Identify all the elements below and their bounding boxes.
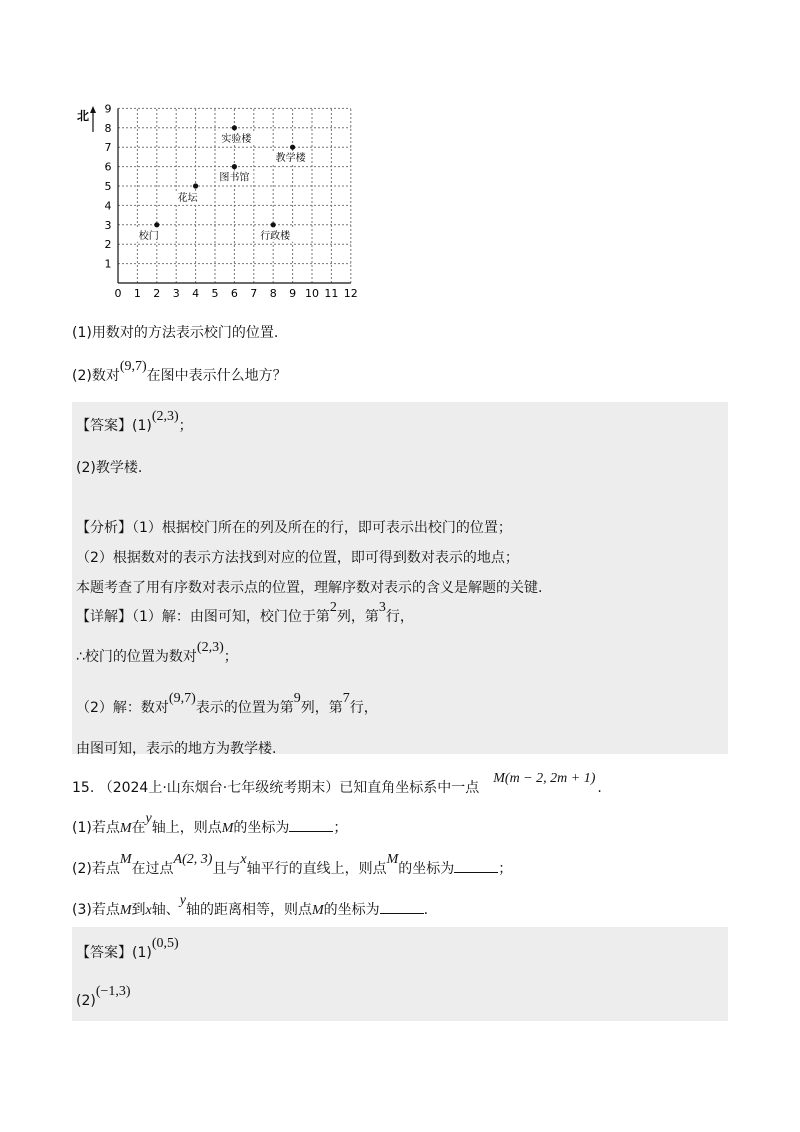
location-dot [290,145,295,150]
location-dot [232,125,237,130]
location-label: 行政楼 [260,230,291,242]
north-label: 北 [77,109,90,123]
x-tick-label: 1 [133,287,141,300]
x-tick-label: 7 [250,287,258,300]
location-dot [232,164,237,169]
x-tick-label: 4 [192,287,200,300]
location-label: 花坛 [177,193,198,204]
location-label: 实验楼 [221,133,252,145]
detail-line-3: （2）解：数对(9,7)表示的位置为第9列，第7行， [76,691,378,716]
x-tick-labels [115,287,358,300]
y-tick-label: 5 [104,180,112,193]
question-15-part-3: (3)若点M到x轴、y轴的距离相等，则点M的坐标为 . [72,893,429,918]
question-1: (1)用数对的方法表示校门的位置. [72,325,279,341]
analysis-line-3: 本题考查了用有序数对表示点的位置，理解序数对表示的含义是解题的关键. [76,580,543,596]
y-tick-label: 1 [104,257,112,271]
north-arrow [90,106,96,132]
x-tick-label: 2 [153,287,161,300]
answer-blank[interactable] [380,901,424,914]
question-15-part-1: (1)若点M在y轴上，则点M的坐标为 ； [72,811,348,836]
location-dot [271,222,276,227]
x-tick-label: 3 [172,287,180,300]
y-tick-label: 4 [104,199,112,213]
x-tick-label: 5 [211,287,219,300]
coordinate-grid-figure [70,100,370,305]
analysis-line-2: （2）根据数对的表示方法找到对应的位置，即可得到数对表示的地点； [76,550,519,566]
question-15-part-2: (2)若点M在过点A(2, 3)且与x轴平行的直线上，则点M的坐标为 ； [72,852,513,877]
location-label: 校门 [138,230,159,242]
answer-blank[interactable] [289,819,333,832]
x-tick-label: 6 [230,287,238,300]
x-tick-label: 12 [343,287,358,300]
x-tick-label: 0 [114,287,122,300]
x-tick-label: 8 [269,287,277,300]
y-tick-label: 7 [104,141,112,155]
analysis-line-1: 【分析】（1）根据校门所在的列及所在的行，即可表示出校门的位置； [76,520,512,536]
y-tick-label: 3 [104,218,112,232]
x-tick-label: 11 [324,287,339,300]
question-2: (2)数对(9,7)在图中表示什么地方？ [72,359,287,384]
x-tick-label: 9 [289,287,297,300]
location-label: 教学楼 [275,153,306,165]
y-tick-label: 2 [104,238,112,252]
y-tick-label: 9 [104,102,112,116]
y-tick-labels [105,102,112,270]
answer-1-part2: (2)教学楼. [76,460,143,476]
y-tick-label: 6 [104,160,112,174]
location-dot [154,222,159,227]
location-dot [193,183,198,188]
location-label: 图书馆 [219,172,250,184]
answer-15-line-1: 【答案】(1)(0,5) [76,936,179,961]
x-tick-label: 10 [305,287,319,300]
detail-line-2: ∴校门的位置为数对(2,3)； [76,640,238,665]
detail-line-4: 由图可知，表示的地方为教学楼. [76,741,277,757]
question-15-stem: 15. （2024上·山东烟台·七年级统考期末）已知直角坐标系中一点M(m − 2, 2m + 1). [72,771,602,796]
answer-15-line-2: (2)(−1,3) [76,984,131,1009]
answer-1-line: 【答案】(1)(2,3)； [76,409,193,434]
detail-line-1: 【详解】（1）解：由图可知，校门位于第2列，第3行， [76,600,414,625]
answer-blank[interactable] [454,860,498,873]
y-tick-label: 8 [104,121,112,135]
